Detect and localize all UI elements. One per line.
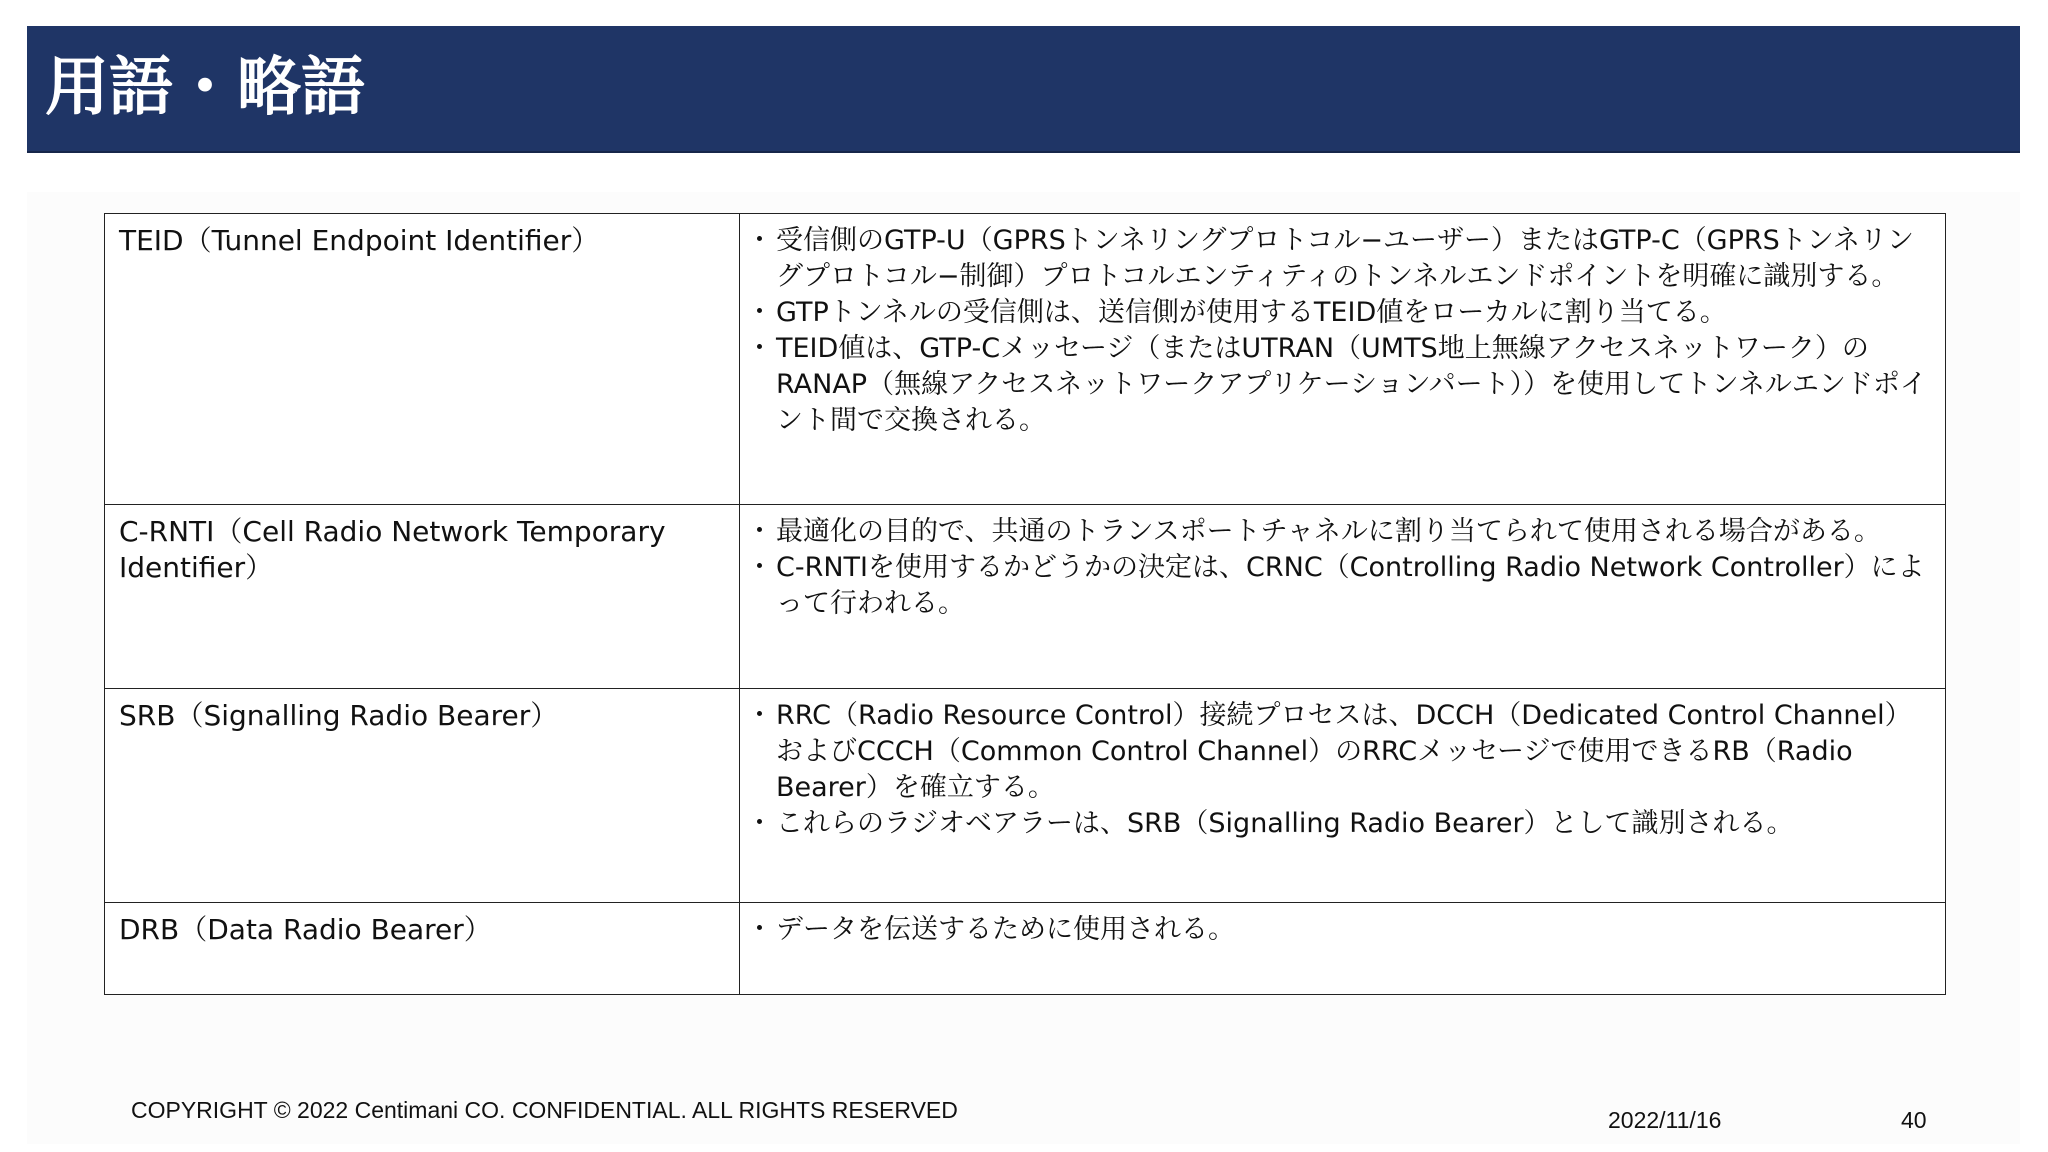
page-number: 40 (1901, 1107, 1927, 1133)
description-item: ・ TEID値は、GTP-Cメッセージ（またはUTRAN（UMTS地上無線アクセスネットワーク）のRANAP（無線アクセスネットワークアプリケーションパート））を使用してトンネルエンドポイント間で交換される。 (754, 331, 1931, 439)
description-cell (740, 689, 1946, 903)
description-item: ・ GTPトンネルの受信側は、送信側が使用するTEID値をローカルに割り当てる。 (754, 295, 1931, 331)
table-row (105, 689, 1946, 903)
term-label: DRB（Data Radio Bearer） (119, 913, 492, 946)
description-list (754, 912, 1931, 948)
term-cell (105, 214, 740, 505)
term-cell (105, 903, 740, 995)
term-label: SRB（Signalling Radio Bearer） (119, 699, 559, 732)
description-item: ・ これらのラジオベアラーは、SRB（Signalling Radio Bearer）として識別される。 (754, 806, 1931, 842)
header-bar (27, 26, 2020, 153)
table-row (105, 903, 1946, 995)
description-list (754, 698, 1931, 842)
table-row (105, 505, 1946, 689)
description-cell (740, 903, 1946, 995)
description-list (754, 223, 1931, 439)
description-item: ・ C-RNTIを使用するかどうかの決定は、CRNC（Controlling Radio Network Controller）によって行われる。 (754, 550, 1931, 622)
description-item: ・ 最適化の目的で、共通のトランスポートチャネルに割り当てられて使用される場合がある。 (754, 514, 1931, 550)
term-label: TEID（Tunnel Endpoint Identifier） (119, 224, 600, 257)
terms-table (104, 213, 1946, 995)
table-row (105, 214, 1946, 505)
footer-date: 2022/11/16 (1608, 1107, 1722, 1133)
description-item: ・ RRC（Radio Resource Control）接続プロセスは、DCCH（Dedicated Control Channel）およびCCCH（Common Control Channel）のRRCメッセージで使用できるRB（Radio Bearer）を確立する。 (754, 698, 1931, 806)
term-cell (105, 505, 740, 689)
description-cell (740, 505, 1946, 689)
description-item: ・ 受信側のGTP-U（GPRSトンネリングプロトコル−ユーザー）またはGTP-C（GPRSトンネリングプロトコル−制御）プロトコルエンティティのトンネルエンドポイントを明確に識別する。 (754, 223, 1931, 295)
description-item: ・ データを伝送するために使用される。 (754, 912, 1931, 948)
term-label: C-RNTI（Cell Radio Network Temporary Identifier） (119, 515, 666, 584)
term-cell (105, 689, 740, 903)
footer-copyright: COPYRIGHT © 2022 Centimani CO. CONFIDENTIAL. ALL RIGHTS RESERVED (131, 1097, 958, 1123)
description-list (754, 514, 1931, 622)
slide-title: 用語・略語 (45, 51, 365, 125)
description-cell (740, 214, 1946, 505)
